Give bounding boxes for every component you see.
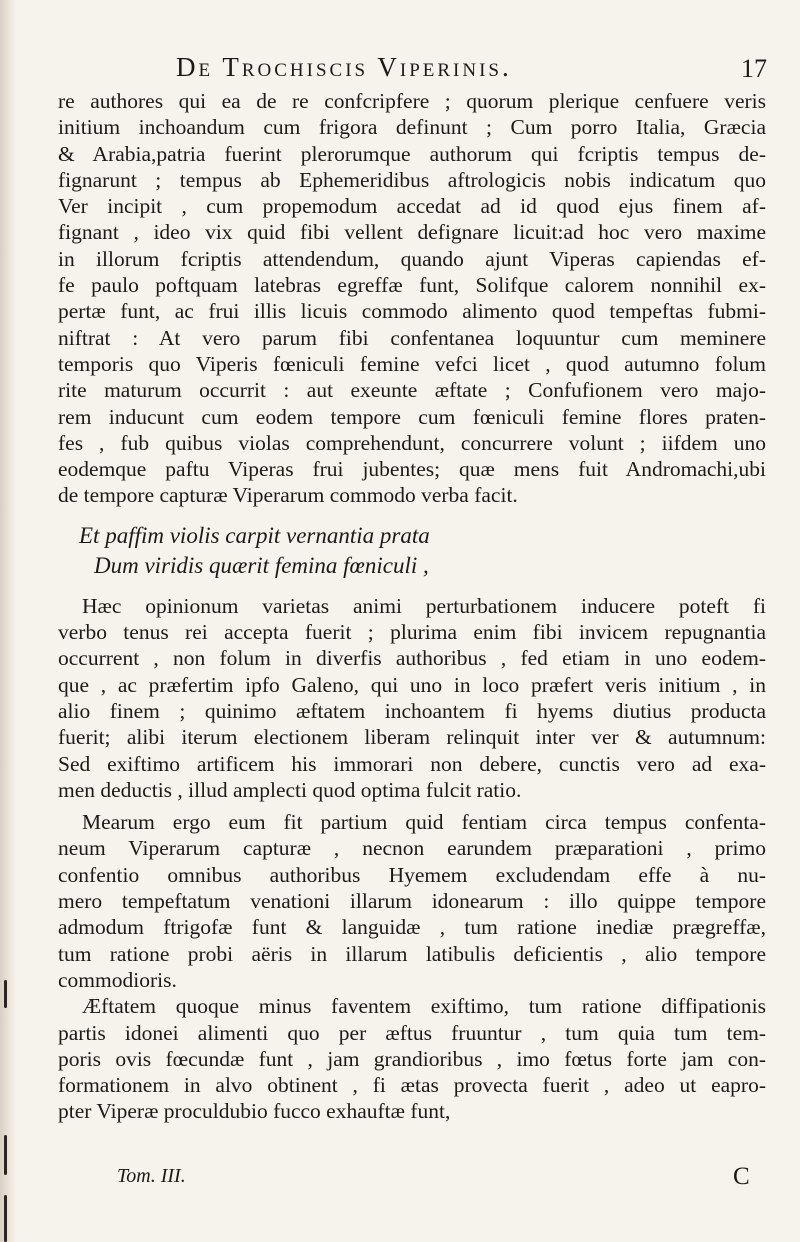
text-line: fignant , ideo vix quid fibi vellent defignare licuit:ad hoc vero maxime	[58, 220, 766, 245]
volume-signature: Tom. III.	[117, 1165, 186, 1187]
text-line: fignarunt ; tempus ab Ephemeridibus aftrologicis nobis indicatum quo	[58, 167, 766, 192]
text-line: admodum ftrigofæ funt & languidæ , tum ratione inediæ prægreffæ,	[58, 915, 766, 940]
text-line: pertæ funt, ac frui illis licuis commodo alimento quod tempeftas fubmi-	[58, 299, 766, 324]
page-footer	[0, 1165, 800, 1197]
gathering-signature: C	[733, 1163, 750, 1190]
text-line: eodemque paftu Viperas frui jubentes; quæ mens fuit Andromachi,ubi	[58, 457, 766, 482]
page-gutter	[0, 0, 16, 1242]
page-header	[0, 52, 800, 88]
text-line: Hæc opinionum varietas animi perturbationem inducere poteft fi	[82, 593, 766, 618]
text-line: fuerit; alibi iterum electionem liberam relinquit inter ver & autumnum:	[58, 725, 766, 750]
text-line: neum Viperarum capturæ , necnon earundem præparationi , primo	[58, 836, 766, 861]
text-line: in illorum fcriptis attendendum, quando ajunt Viperas capiendas ef-	[58, 246, 766, 271]
text-line: rite maturum occurrit : aut exeunte æftate ; Confufionem vero majo-	[58, 378, 766, 403]
text-line: fe paulo poftquam latebras egreffæ funt, Solifque calorem nonnihil ex-	[58, 273, 766, 298]
text-line: & Arabia,patria fuerint plerorumque authorum qui fcriptis tempus de-	[58, 141, 766, 166]
main-text	[58, 88, 766, 1125]
paragraph	[58, 809, 766, 993]
text-line: men deductis , illud amplecti quod optima fulcit ratio.	[58, 777, 522, 802]
text-line: confentio omnibus authoribus Hyemem excludendam effe à nu-	[58, 862, 766, 887]
text-line: alio finem ; quinimo æftatem inchoantem fi hyems diutius producta	[58, 698, 766, 723]
text-line: commodioris.	[58, 967, 177, 992]
verse-quotation	[58, 509, 766, 593]
verse-line: Dum viridis quærit femina fœniculi ,	[94, 552, 429, 578]
margin-ink-mark	[4, 1195, 7, 1242]
running-title: De Trochiscis Viperinis.	[176, 52, 512, 82]
text-line: verbo tenus rei accepta fuerit ; plurima enim fibi invicem repugnantia	[58, 620, 766, 645]
text-line: formationem in alvo obtinent , fi ætas provecta fuerit , adeo ut eapro-	[58, 1073, 766, 1098]
text-line: temporis quo Viperis fœniculi femine vefci licet , quod autumno folum	[58, 351, 766, 376]
margin-ink-mark	[4, 980, 7, 1008]
text-line: Mearum ergo eum fit partium quid fentiam circa tempus confenta-	[82, 810, 766, 835]
page-number: 17	[741, 54, 767, 83]
text-line: tum ratione probi aëris in illarum latibulis deficientis , alio tempore	[58, 941, 766, 966]
text-line: re authores qui ea de re confcripfere ; quorum plerique cenfuere veris	[58, 89, 766, 113]
paragraph	[58, 993, 766, 1124]
paragraph	[58, 593, 766, 803]
text-line: que , ac præfertim ipfo Galeno, qui uno in loco præfert veris initium , in	[58, 672, 766, 697]
text-line: mero tempeftatum venationi illarum idonearum : illo quippe tempore	[58, 889, 766, 914]
verse-line: Et paffim violis carpit vernantia prata	[79, 522, 430, 548]
text-line: initium inchoandum cum frigora definunt ; Cum porro Italia, Græcia	[58, 115, 766, 140]
text-line: poris ovis fœcundæ funt , jam grandioribus , imo fœtus forte jam con-	[58, 1046, 766, 1071]
text-line: niftrat : At vero parum fibi confentanea loquuntur cum meminere	[58, 325, 766, 350]
text-line: Ver incipit , cum propemodum accedat ad id quod ejus finem af-	[58, 194, 766, 219]
text-line: Sed exiftimo artificem his immorari non debere, cunctis vero ad exa-	[58, 751, 766, 776]
text-line: occurrent , non folum in diverfis authoribus , fed etiam in uno eodem-	[58, 646, 766, 671]
text-line: Æftatem quoque minus faventem exiftimo, tum ratione diffipationis	[82, 994, 766, 1019]
paragraph	[58, 88, 766, 509]
text-line: pter Viperæ proculdubio fucco exhauftæ funt,	[58, 1099, 451, 1124]
text-line: partis idonei alimenti quo per æftus fruuntur , tum quia tum tem-	[58, 1020, 766, 1045]
text-line: de tempore capturæ Viperarum commodo verba facit.	[58, 483, 518, 508]
text-line: fes , fub quibus violas comprehendunt, concurrere volunt ; iifdem uno	[58, 430, 766, 455]
text-line: rem inducunt cum eodem tempore cum fœniculi femine flores praten-	[58, 404, 766, 429]
